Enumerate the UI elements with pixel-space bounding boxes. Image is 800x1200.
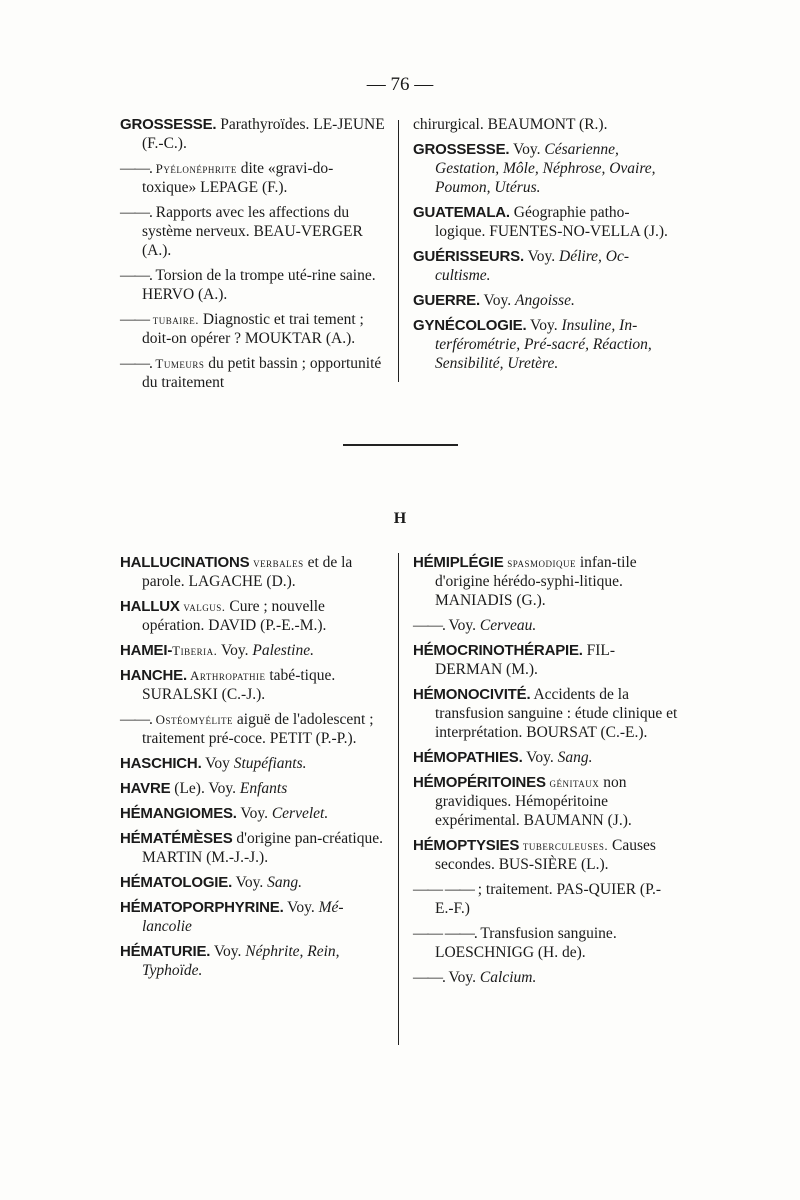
column-divider-bottom: [398, 553, 399, 1045]
entry-text: Transfusion sanguine. LOESCHNIGG (H. de).: [435, 925, 617, 961]
index-entry: [120, 942, 385, 980]
entry-text: Voy.: [210, 943, 246, 960]
entry-sc: tuberculeuses.: [519, 838, 609, 853]
index-entry: [120, 159, 385, 197]
index-entry: [120, 354, 385, 392]
section-separator: [343, 444, 458, 446]
entry-it: Angoisse.: [515, 292, 575, 309]
entry-dash: ——.: [120, 267, 152, 284]
index-entry: [413, 641, 678, 679]
index-entry: [120, 754, 385, 773]
entry-text: Voy: [201, 755, 234, 772]
index-entry: [120, 553, 385, 591]
column-top-right: [413, 115, 678, 379]
entry-hw: HÉMIPLÉGIE: [413, 554, 504, 571]
entry-text: Causes secondes. BUS-SIÈRE (L.).: [435, 837, 656, 873]
entry-text: non gravidiques. Hémopéritoine expérimental. BAUMANN (J.).: [435, 774, 632, 829]
index-entry: [120, 266, 385, 304]
entry-hw: HÉMATOLOGIE.: [120, 874, 233, 891]
column-divider-top: [398, 120, 399, 382]
entry-text: Torsion de la trompe uté-rine saine. HERVO (A.).: [142, 267, 376, 303]
index-entry: [120, 597, 385, 635]
entry-text: Voy.: [523, 248, 560, 265]
entry-text: Voy.: [283, 899, 319, 916]
entry-sc: verbales: [249, 555, 304, 570]
entry-text: aiguë de l'adolescent ; traitement pré-coce. PETIT (P.-P.).: [142, 711, 374, 747]
index-entry: [120, 873, 385, 892]
entry-it: Cerveau.: [479, 617, 537, 634]
entry-sc: Tumeurs: [151, 356, 205, 371]
section-letter: H: [393, 510, 407, 527]
entry-text: Rapports avec les affections du système nerveux. BEAU-VERGER (A.).: [142, 204, 363, 259]
index-entry: [413, 924, 678, 962]
entry-it: Sang.: [557, 749, 593, 766]
entry-hw: GUÉRISSEURS.: [413, 248, 524, 265]
index-entry: [413, 203, 678, 241]
entry-dash: ——.: [120, 355, 152, 372]
entry-hw: GROSSESSE.: [413, 141, 510, 158]
entry-text: Voy.: [444, 969, 480, 986]
entry-text: dite «gravi-do-toxique» LEPAGE (F.).: [142, 160, 334, 196]
entry-hw: HANCHE.: [120, 667, 187, 684]
index-entry: [413, 880, 678, 918]
entry-sc: Pyélonéphrite: [151, 161, 237, 176]
column-bottom-left: [120, 553, 385, 986]
page-number: — 76 —: [366, 74, 434, 95]
entry-text: d'origine pan-créatique. MARTIN (M.-J.-J.).: [142, 830, 383, 866]
column-top-left: [120, 115, 385, 398]
index-entry: [413, 291, 678, 310]
entry-text: infan-tile d'origine hérédo-syphi-litique. MANIADIS (G.).: [435, 554, 637, 609]
entry-text: du petit bassin ; opportunité du traitement: [142, 355, 382, 391]
entry-text: tabé-tique. SURALSKI (C.-J.).: [142, 667, 336, 703]
entry-it: Néphrite, Rein, Typhoïde.: [142, 943, 340, 979]
entry-text: ; traitement. PAS-QUIER (P.-E.-F.): [435, 881, 662, 917]
entry-hw: HALLUCINATIONS: [120, 554, 250, 571]
entry-dash: ——.: [120, 204, 152, 221]
index-entry: [413, 773, 678, 830]
index-entry: [413, 616, 678, 635]
entry-dash: ——.: [120, 160, 152, 177]
index-entry: [120, 779, 385, 798]
entry-sc: spasmodique: [503, 555, 576, 570]
entry-it: Calcium.: [479, 969, 537, 986]
entry-hw: HÉMATÉMÈSES: [120, 830, 233, 847]
index-entry: [120, 666, 385, 704]
entry-text: Voy.: [509, 141, 545, 158]
entry-sc: valgus.: [179, 599, 226, 614]
entry-hw: HÉMOPTYSIES: [413, 837, 520, 854]
index-entry: [413, 247, 678, 285]
entry-dash: ——.: [120, 711, 152, 728]
entry-hw: HÉMONOCIVITÉ.: [413, 686, 531, 703]
entry-hw: GROSSESSE.: [120, 116, 217, 133]
entry-sc: Tiberia.: [172, 643, 218, 658]
index-entry: [120, 898, 385, 936]
entry-sc: tubaire.: [149, 312, 199, 327]
entry-hw: HÉMOCRINOTHÉRAPIE.: [413, 642, 583, 659]
index-entry: [413, 316, 678, 373]
entry-text: Voy.: [236, 805, 272, 822]
entry-hw: HÉMATOPORPHYRINE.: [120, 899, 284, 916]
entry-hw: HASCHICH.: [120, 755, 202, 772]
column-bottom-right: [413, 553, 678, 993]
entry-text: FIL-DERMAN (M.).: [435, 642, 616, 678]
entry-hw: HÉMOPÉRITOINES: [413, 774, 546, 791]
entry-dash: —— ——.: [413, 925, 477, 942]
entry-hw: HÉMATURIE.: [120, 943, 211, 960]
entry-text: Voy.: [479, 292, 515, 309]
index-entry: [120, 641, 385, 660]
entry-text: Voy.: [217, 642, 253, 659]
entry-it: Délire, Oc-cultisme.: [435, 248, 630, 284]
index-entry: [413, 968, 678, 987]
entry-hw: HAVRE: [120, 780, 171, 797]
index-entry: [120, 115, 385, 153]
index-entry: [120, 710, 385, 748]
entry-text: Voy.: [444, 617, 480, 634]
index-entry: [120, 203, 385, 260]
entry-hw: HÉMANGIOMES.: [120, 805, 237, 822]
index-entry: [120, 310, 385, 348]
entry-sc: génitaux: [545, 775, 600, 790]
entry-text: Diagnostic et trai tement ; doit-on opérer ? MOUKTAR (A.).: [142, 311, 364, 347]
entry-hw: HÉMOPATHIES.: [413, 749, 523, 766]
entry-text: (Le). Voy.: [170, 780, 240, 797]
index-entry: [413, 836, 678, 874]
entry-hw: HAMEI-: [120, 642, 173, 659]
entry-sc: Arthropathie: [186, 668, 266, 683]
entry-text: Parathyroïdes. LE-JEUNE (F.-C.).: [142, 116, 385, 152]
entry-it: Cervelet.: [271, 805, 329, 822]
entry-text: Géographie patho-logique. FUENTES-NO-VELLA (J.).: [435, 204, 668, 240]
entry-dash: —— ——: [413, 881, 474, 898]
entry-hw: GUATEMALA.: [413, 204, 510, 221]
index-entry: [120, 804, 385, 823]
entry-it: Insuline, In-terférométrie, Pré-sacré, Réaction, Sensibilité, Uretère.: [435, 317, 652, 372]
entry-it: Mé-lancolie: [142, 899, 344, 935]
entry-text: et de la parole. LAGACHE (D.).: [142, 554, 353, 590]
entry-dash: ——.: [413, 617, 445, 634]
entry-dash: ——.: [413, 969, 445, 986]
entry-dash: ——: [120, 311, 149, 328]
index-entry: [413, 748, 678, 767]
entry-text: Cure ; nouvelle opération. DAVID (P.-E.-M.).: [142, 598, 327, 634]
entry-text: Voy.: [526, 317, 562, 334]
index-entry: [413, 115, 678, 134]
entry-it: Palestine.: [252, 642, 314, 659]
entry-it: Stupéfiants.: [233, 755, 307, 772]
entry-it: Enfants: [239, 780, 288, 797]
entry-it: Césarienne, Gestation, Môle, Néphrose, Ovaire, Poumon, Utérus.: [435, 141, 656, 196]
entry-hw: GYNÉCOLOGIE.: [413, 317, 527, 334]
entry-text: chirurgical. BEAUMONT (R.).: [413, 116, 608, 133]
entry-sc: Ostéomyélite: [151, 712, 234, 727]
entry-text: Accidents de la transfusion sanguine : étude clinique et interprétation. BOURSAT (C.-E.).: [435, 686, 678, 741]
entry-hw: HALLUX: [120, 598, 180, 615]
entry-hw: GUERRE.: [413, 292, 480, 309]
entry-text: Voy.: [522, 749, 558, 766]
index-entry: [120, 829, 385, 867]
entry-text: Voy.: [232, 874, 268, 891]
index-entry: [413, 685, 678, 742]
index-entry: [413, 140, 678, 197]
index-entry: [413, 553, 678, 610]
entry-it: Sang.: [267, 874, 302, 891]
